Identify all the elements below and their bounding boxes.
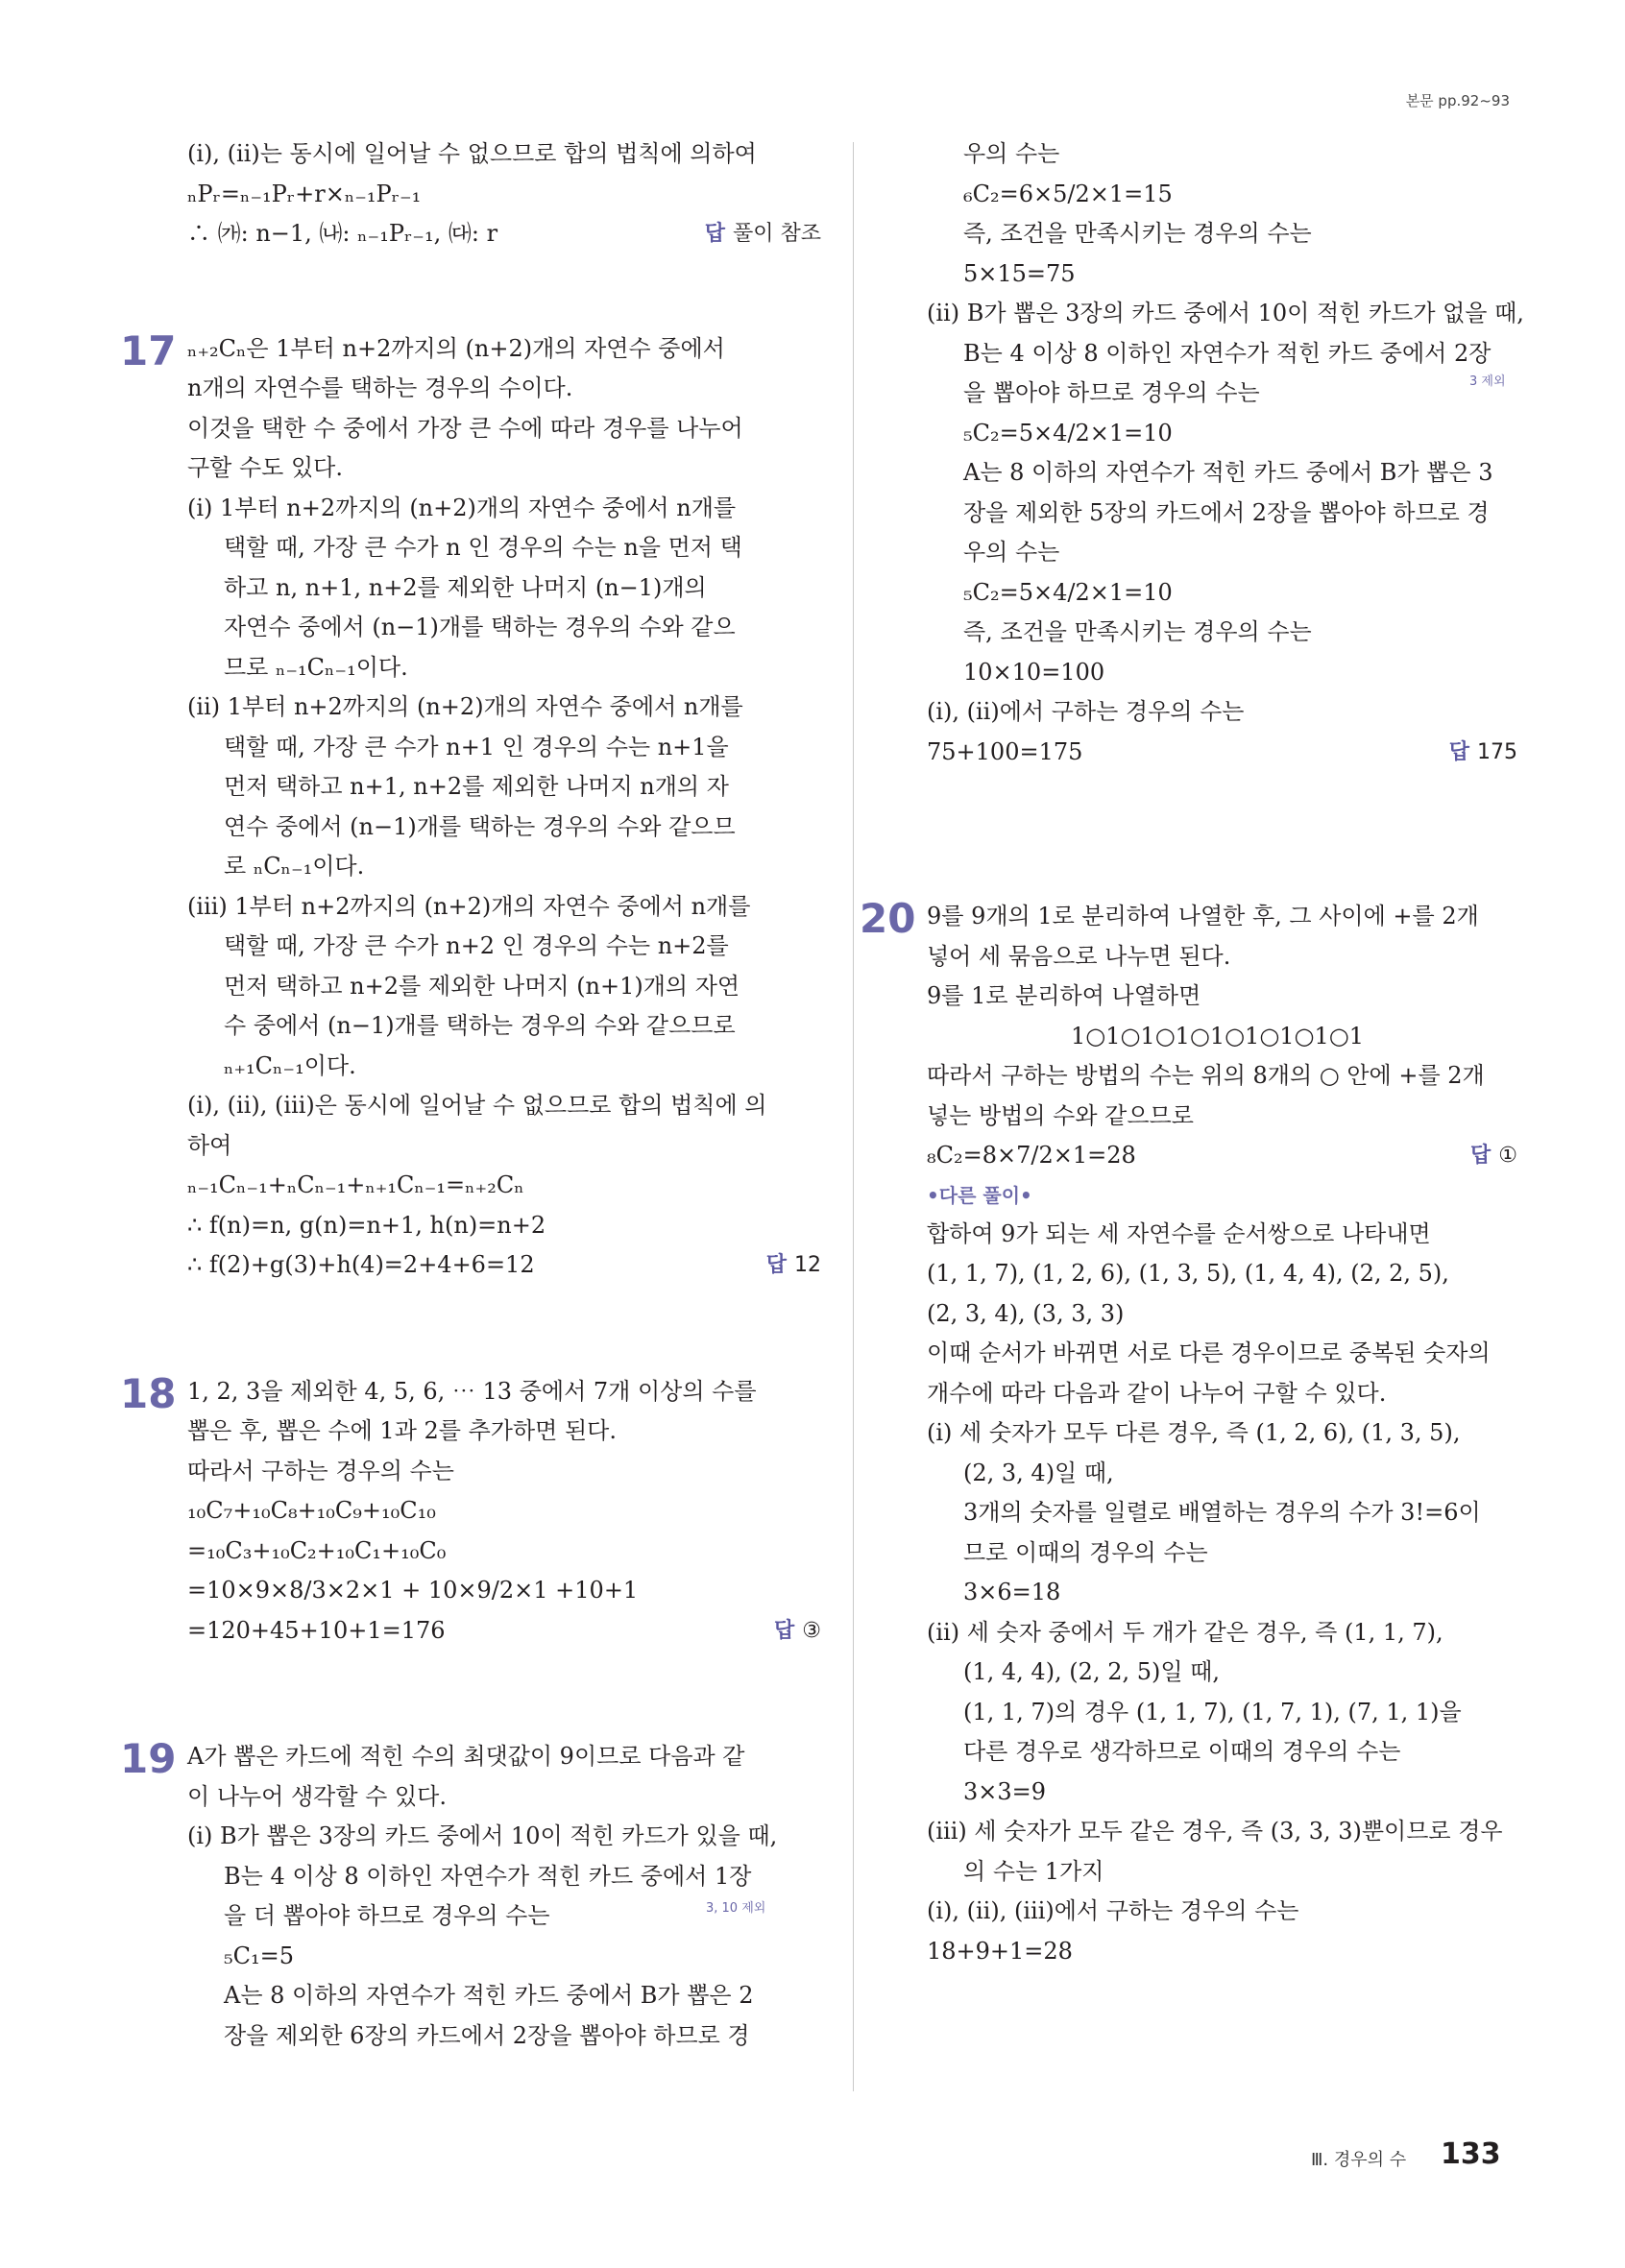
solution-line: 합하여 9가 되는 세 자연수를 순서쌍으로 나타내면	[927, 1219, 1431, 1247]
case-line: 즉, 조건을 만족시키는 경우의 수는	[963, 220, 1312, 247]
case-line: B는 4 이상 8 이하인 자연수가 적힌 카드 중에서 2장	[963, 339, 1492, 367]
case-line: ₙ₊₁Cₙ₋₁이다.	[224, 1051, 356, 1079]
case-line: 10×10=100	[963, 658, 1105, 686]
intro-solution	[187, 134, 821, 254]
answer-value: 풀이 참조	[732, 222, 821, 246]
case-line: ₆C₂=6×5/2×1=15	[963, 180, 1173, 207]
solution-line	[187, 1611, 821, 1652]
intro-line	[187, 214, 821, 254]
problem-number: 20	[860, 895, 916, 942]
intro-line: ₙPᵣ=ₙ₋₁Pᵣ+r×ₙ₋₁Pᵣ₋₁	[187, 180, 422, 207]
case-line: 3×3=9	[963, 1777, 1047, 1805]
solution-line: ₙ₊₂Cₙ은 1부터 n+2까지의 (n+2)개의 자연수 중에서	[187, 334, 725, 362]
solution-line: 넣어 세 묶음으로 나누면 된다.	[927, 942, 1231, 970]
case-line: ₅C₁=5	[224, 1942, 294, 1969]
solution-line: (ⅰ), (ⅱ)에서 구하는 경우의 수는	[927, 698, 1245, 725]
page-number: 133	[1441, 2137, 1501, 2171]
case-line	[187, 1896, 821, 1937]
case-line: A는 8 이하의 자연수가 적힌 카드 중에서 B가 뽑은 2	[224, 1982, 754, 2009]
case-line: 3개의 숫자를 일렬로 배열하는 경우의 수가 3!=6이	[963, 1499, 1481, 1526]
answer	[1449, 733, 1517, 773]
case-line-text: 을 뽑아야 하므로 경우의 수는	[963, 379, 1260, 406]
problem-number: 19	[120, 1735, 177, 1782]
answer	[705, 214, 821, 254]
case-line: 우의 수는	[963, 539, 1060, 566]
case-line: (1, 1, 7)의 경우 (1, 1, 7), (1, 7, 1), (7, 1, 1)을	[963, 1698, 1462, 1725]
case-line: B는 4 이상 8 이하인 자연수가 적힌 카드 중에서 1장	[224, 1862, 752, 1890]
case-line: 즉, 조건을 만족시키는 경우의 수는	[963, 618, 1312, 645]
solution-line: 이때 순서가 바뀌면 서로 다른 경우이므로 중복된 숫자의	[927, 1339, 1491, 1366]
answer-value: 175	[1477, 739, 1517, 764]
solution-line: 9를 9개의 1로 분리하여 나열한 후, 그 사이에 +를 2개	[927, 903, 1479, 929]
case-line: 장을 제외한 6장의 카드에서 2장을 뽑아야 하므로 경	[224, 2021, 750, 2049]
solution-line: =10×9×8/3×2×1 + 10×9/2×1 +10+1	[187, 1577, 639, 1604]
problem-number: 18	[120, 1369, 177, 1417]
solution-line: ₙ₋₁Cₙ₋₁+ₙCₙ₋₁+ₙ₊₁Cₙ₋₁=ₙ₊₂Cₙ	[187, 1171, 524, 1198]
solution-line: 구할 수도 있다.	[187, 454, 343, 481]
solution-line	[927, 1136, 1517, 1176]
solution-line: 따라서 구하는 경우의 수는	[187, 1457, 454, 1484]
page-reference: 본문 pp.92~93	[1405, 92, 1510, 109]
solution-line-text: 75+100=175	[927, 737, 1083, 765]
answer-key: 답	[765, 1253, 787, 1277]
intro-line-text: ∴ ㈎: n−1, ㈏: ₙ₋₁Pᵣ₋₁, ㈐: r	[187, 220, 498, 247]
solution-line-text: ∴ f(2)+g(3)+h(4)=2+4+6=12	[187, 1251, 535, 1278]
case-line: (ⅰ) 1부터 n+2까지의 (n+2)개의 자연수 중에서 n개를	[187, 494, 737, 521]
problem-number: 17	[120, 326, 177, 374]
chapter-title: Ⅲ. 경우의 수	[1311, 2150, 1407, 2170]
solution-line	[927, 733, 1517, 773]
case-line: 먼저 택하고 n+1, n+2를 제외한 나머지 n개의 자	[224, 773, 729, 800]
case-line: 므로 이때의 경우의 수는	[963, 1538, 1208, 1566]
right-column	[860, 134, 1524, 1971]
solution-line: 이것을 택한 수 중에서 가장 큰 수에 따라 경우를 나누어	[187, 414, 743, 442]
answer-value: ③	[802, 1618, 821, 1643]
solution-line: ₁₀C₇+₁₀C₈+₁₀C₉+₁₀C₁₀	[187, 1497, 436, 1524]
case-line: (ⅱ) 1부터 n+2까지의 (n+2)개의 자연수 중에서 n개를	[187, 693, 743, 720]
solution-line: 18+9+1=28	[927, 1937, 1073, 1965]
case-line: 5×15=75	[963, 259, 1076, 287]
case-line: A는 8 이하의 자연수가 적힌 카드 중에서 B가 뽑은 3	[963, 459, 1493, 486]
solution-line: n개의 자연수를 택하는 경우의 수이다.	[187, 374, 573, 401]
problem-18	[120, 1369, 821, 1652]
solution-line: (1, 1, 7), (1, 2, 6), (1, 3, 5), (1, 4, 4), (2, 2, 5),	[927, 1260, 1449, 1287]
case-line: 택할 때, 가장 큰 수가 n 인 경우의 수는 n을 먼저 택	[224, 534, 742, 561]
answer-value: ①	[1498, 1144, 1517, 1168]
left-column	[120, 134, 821, 2056]
answer	[1470, 1136, 1517, 1176]
case-line: 3×6=18	[963, 1579, 1061, 1605]
intro-line: (ⅰ), (ⅱ)는 동시에 일어날 수 없으므로 합의 법칙에 의하여	[187, 140, 757, 167]
case-line: (ⅲ) 1부터 n+2까지의 (n+2)개의 자연수 중에서 n개를	[187, 892, 751, 920]
case-line: ₅C₂=5×4/2×1=10	[963, 578, 1173, 606]
solution-line: 넣는 방법의 수와 같으므로	[927, 1101, 1194, 1129]
case-line: (2, 3, 4)일 때,	[963, 1459, 1114, 1486]
solution-line: =₁₀C₃+₁₀C₂+₁₀C₁+₁₀C₀	[187, 1536, 447, 1564]
solution-line-text: =120+45+10+1=176	[187, 1616, 446, 1644]
case-line: ₅C₂=5×4/2×1=10	[963, 419, 1173, 446]
solution-line: (ⅰ), (ⅱ), (ⅲ)에서 구하는 경우의 수는	[927, 1897, 1299, 1924]
answer-key: 답	[1448, 739, 1469, 764]
case-line: 택할 때, 가장 큰 수가 n+2 인 경우의 수는 n+2를	[224, 932, 729, 959]
case-line: 하고 n, n+1, n+2를 제외한 나머지 (n−1)개의	[224, 573, 707, 601]
solution-line: 이 나누어 생각할 수 있다.	[187, 1782, 447, 1810]
problem-19-continued	[927, 134, 1524, 772]
problem-20	[860, 895, 1517, 1971]
solution-line: 1○1○1○1○1○1○1○1○1	[1071, 1022, 1364, 1050]
solution-line: (ⅰ), (ⅱ), (ⅲ)은 동시에 일어날 수 없으므로 합의 법칙에 의	[187, 1092, 767, 1119]
case-line: (ⅰ) 세 숫자가 모두 다른 경우, 즉 (1, 2, 6), (1, 3, 5),	[927, 1419, 1461, 1446]
case-line: 로 ₙCₙ₋₁이다.	[224, 853, 365, 880]
answer-key: 답	[774, 1618, 795, 1643]
solution-line	[187, 1245, 821, 1286]
margin-note: 3, 10 제외	[706, 1901, 766, 1916]
answer-key: 답	[704, 222, 725, 246]
case-line-text: 을 더 뽑아야 하므로 경우의 수는	[224, 1902, 550, 1929]
case-line: 다른 경우로 생각하므로 이때의 경우의 수는	[963, 1738, 1401, 1765]
case-line: 먼저 택하고 n+2를 제외한 나머지 (n+1)개의 자연	[224, 972, 740, 1000]
solution-line: 9를 1로 분리하여 나열하면	[927, 982, 1201, 1009]
answer-key: 답	[1470, 1144, 1492, 1168]
case-line: (1, 4, 4), (2, 2, 5)일 때,	[963, 1658, 1220, 1685]
case-line: 연수 중에서 (n−1)개를 택하는 경우의 수와 같으므	[224, 812, 736, 840]
solution-line: 개수에 따라 다음과 같이 나누어 구할 수 있다.	[927, 1379, 1387, 1407]
case-line: (ⅱ) B가 뽑은 3장의 카드 중에서 10이 적힌 카드가 없을 때,	[927, 300, 1524, 326]
solution-line: 하여	[187, 1131, 232, 1159]
solution-line: 1, 2, 3을 제외한 4, 5, 6, ⋯ 13 중에서 7개 이상의 수를	[187, 1377, 757, 1405]
answer	[774, 1611, 821, 1652]
solution-line: 따라서 구하는 방법의 수는 위의 8개의 ○ 안에 +를 2개	[927, 1062, 1485, 1089]
case-line: 므로 ₙ₋₁Cₙ₋₁이다.	[224, 653, 408, 681]
solution-line: A가 뽑은 카드에 적힌 수의 최댓값이 9이므로 다음과 같	[187, 1743, 745, 1770]
answer-value: 12	[794, 1253, 821, 1277]
margin-note: 3 제외	[1469, 374, 1506, 389]
case-line: 우의 수는	[963, 140, 1060, 167]
alternate-solution-title: •다른 풀이•	[927, 1183, 1032, 1207]
case-line: 의 수는 1가지	[963, 1857, 1104, 1885]
solution-line: ∴ f(n)=n, g(n)=n+1, h(n)=n+2	[187, 1211, 546, 1239]
case-line: (ⅱ) 세 숫자 중에서 두 개가 같은 경우, 즉 (1, 1, 7),	[927, 1618, 1443, 1646]
case-line	[927, 374, 1517, 414]
solution-line: 뽑은 후, 뽑은 수에 1과 2를 추가하면 된다.	[187, 1417, 617, 1444]
case-line: 자연수 중에서 (n−1)개를 택하는 경우의 수와 같으	[224, 614, 736, 640]
solution-line: (2, 3, 4), (3, 3, 3)	[927, 1299, 1125, 1327]
case-line: (ⅲ) 세 숫자가 모두 같은 경우, 즉 (3, 3, 3)뿐이므로 경우	[927, 1818, 1503, 1845]
problem-19	[120, 1735, 821, 2056]
case-line: 수 중에서 (n−1)개를 택하는 경우의 수와 같으므로	[224, 1012, 736, 1039]
solution-line-text: ₈C₂=8×7/2×1=28	[927, 1142, 1136, 1169]
column-divider	[853, 142, 854, 2091]
problem-17	[120, 326, 821, 1286]
case-line: 장을 제외한 5장의 카드에서 2장을 뽑아야 하므로 경	[963, 498, 1490, 526]
case-line: 택할 때, 가장 큰 수가 n+1 인 경우의 수는 n+1을	[224, 733, 729, 760]
answer	[766, 1245, 821, 1286]
case-line: (ⅰ) B가 뽑은 3장의 카드 중에서 10이 적힌 카드가 있을 때,	[187, 1822, 778, 1849]
